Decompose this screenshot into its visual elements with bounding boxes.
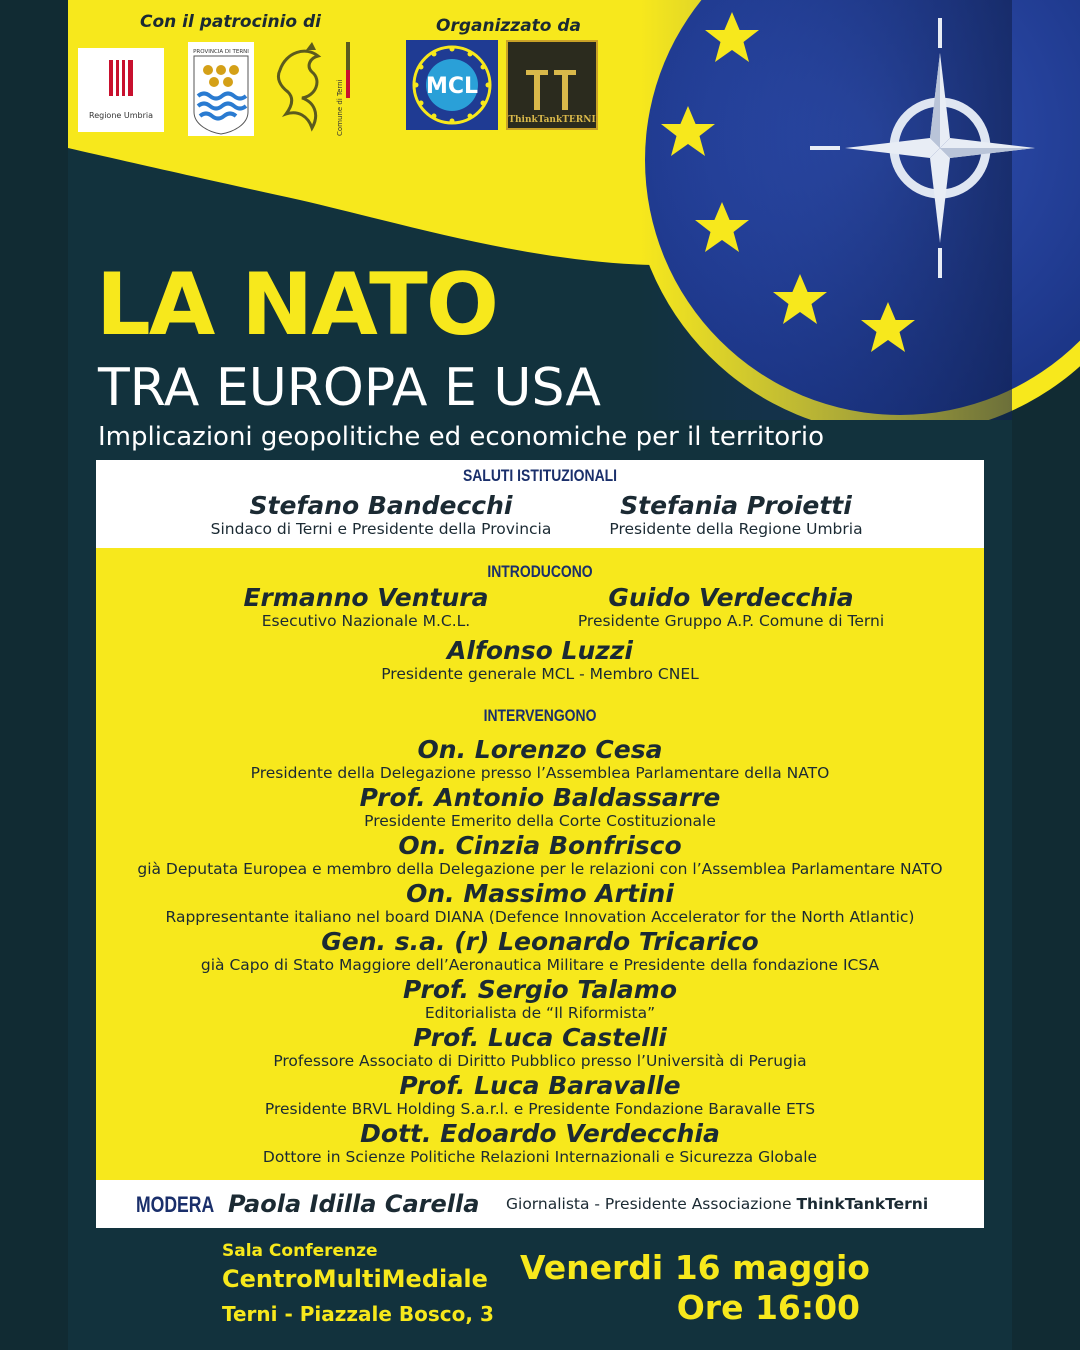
speaker-name: On. Cinzia Bonfrisco: [398, 831, 682, 860]
speaker-block: [546, 584, 916, 631]
regione-umbria-emblem: [78, 48, 164, 132]
event-date: Venerdi 16 maggio: [520, 1248, 870, 1287]
speaker-block: [96, 1072, 984, 1119]
speaker-name: Alfonso Luzzi: [447, 636, 633, 665]
speaker-block: [96, 1024, 984, 1071]
provincia-terni-logo: [188, 42, 254, 136]
speaker-block: [96, 928, 984, 975]
provincia-terni-lettering: PROVINCIA DI TERNI: [193, 49, 249, 55]
comune-terni-lettering: Comune di Terni: [336, 79, 344, 136]
moderator-role-org: ThinkTankTerni: [796, 1195, 929, 1213]
speakers-panel: [96, 548, 984, 1180]
introducono-heading: INTRODUCONO: [487, 562, 593, 581]
thinktankterni-emblem: [508, 42, 596, 128]
moderator-name: Paola Idilla Carella: [228, 1190, 480, 1218]
regione-umbria-lettering: Regione Umbria: [89, 111, 153, 120]
speaker-role: Dottore in Scienze Politiche Relazioni Internazionali e Sicurezza Globale: [262, 1148, 818, 1166]
speaker-role: Presidente della Regione Umbria: [609, 520, 863, 538]
speaker-block: [96, 637, 984, 684]
speaker-role: Presidente della Delegazione presso l’Assemblea Parlamentare della NATO: [250, 764, 830, 782]
speaker-block: [586, 492, 886, 539]
speaker-block: [96, 880, 984, 927]
speaker-role: Editorialista de “Il Riformista”: [424, 1004, 656, 1022]
moderator-panel: [96, 1180, 984, 1228]
thinktankterni-lettering: ThinkTankTERNI: [508, 115, 596, 125]
speaker-name: Prof. Antonio Baldassarre: [359, 783, 721, 812]
sub-title: TRA EUROPA E USA: [98, 358, 601, 418]
speaker-role: già Deputata Europea e membro della Delegazione per le relazioni con l’Assemblea Parlamentare NATO: [137, 860, 943, 878]
speaker-name: Gen. s.a. (r) Leonardo Tricarico: [321, 927, 759, 956]
patronage-label: Con il patrocinio di: [140, 12, 322, 32]
venue-name: CentroMultiMediale: [222, 1265, 488, 1293]
speaker-name: Stefano Bandecchi: [249, 491, 513, 520]
intervengono-heading: INTERVENGONO: [483, 706, 597, 725]
venue-hall: Sala Conferenze: [222, 1241, 378, 1261]
speaker-name: Stefania Proietti: [620, 491, 852, 520]
eu-nato-emblem: [630, 0, 1080, 420]
moderator-label: MODERA: [136, 1192, 215, 1217]
speaker-block: [96, 1120, 984, 1167]
speaker-role: Presidente generale MCL - Membro CNEL: [381, 665, 699, 683]
organized-label: Organizzato da: [436, 16, 582, 36]
thinktankterni-logo: [506, 40, 598, 130]
speaker-name: Prof. Luca Castelli: [413, 1023, 667, 1052]
moderator-role-text: Giornalista - Presidente Associazione: [506, 1195, 797, 1213]
speaker-block: [96, 832, 984, 879]
speaker-role: già Capo di Stato Maggiore dell’Aeronautica Militare e Presidente della fondazione ICSA: [200, 956, 880, 974]
speaker-block: [96, 976, 984, 1023]
tagline: Implicazioni geopolitiche ed economiche per il territorio: [98, 422, 824, 452]
main-title: LA NATO: [96, 255, 497, 355]
speaker-role: Rappresentante italiano nel board DIANA (Defence Innovation Accelerator for the North Atlantic): [165, 908, 915, 926]
mcl-emblem: [406, 40, 498, 130]
saluti-panel: [96, 460, 984, 548]
speaker-name: Ermanno Ventura: [243, 583, 489, 612]
venue-address: Terni - Piazzale Bosco, 3: [222, 1302, 494, 1326]
event-time: Ore 16:00: [676, 1288, 860, 1327]
speaker-role: Sindaco di Terni e Presidente della Provincia: [210, 520, 552, 538]
speaker-role: Presidente Emerito della Corte Costituzionale: [364, 812, 716, 830]
speaker-name: Dott. Edoardo Verdecchia: [360, 1119, 720, 1148]
speaker-block: [196, 492, 566, 539]
speaker-block: [96, 736, 984, 783]
speaker-role: Presidente Gruppo A.P. Comune di Terni: [577, 612, 885, 630]
speaker-block: [96, 784, 984, 831]
comune-terni-logo: [272, 40, 354, 140]
speaker-name: On. Massimo Artini: [406, 879, 674, 908]
mcl-lettering: MCL: [425, 74, 479, 99]
speaker-name: On. Lorenzo Cesa: [417, 735, 663, 764]
comune-terni-dragon-emblem: [272, 40, 354, 140]
regione-umbria-logo: [78, 48, 164, 132]
speaker-role: Presidente BRVL Holding S.a.r.l. e Presidente Fondazione Baravalle ETS: [264, 1100, 816, 1118]
speaker-name: Guido Verdecchia: [608, 583, 854, 612]
speaker-block: [216, 584, 516, 631]
speaker-name: Prof. Sergio Talamo: [402, 975, 678, 1004]
mcl-logo: [406, 40, 498, 130]
saluti-heading: SALUTI ISTITUZIONALI: [462, 466, 618, 485]
moderator-role: [506, 1195, 928, 1213]
speaker-role: Esecutivo Nazionale M.C.L.: [261, 612, 471, 630]
speaker-role: Professore Associato di Diritto Pubblico presso l’Università di Perugia: [273, 1052, 807, 1070]
provincia-terni-crest: [188, 42, 254, 136]
speaker-name: Prof. Luca Baravalle: [399, 1071, 681, 1100]
